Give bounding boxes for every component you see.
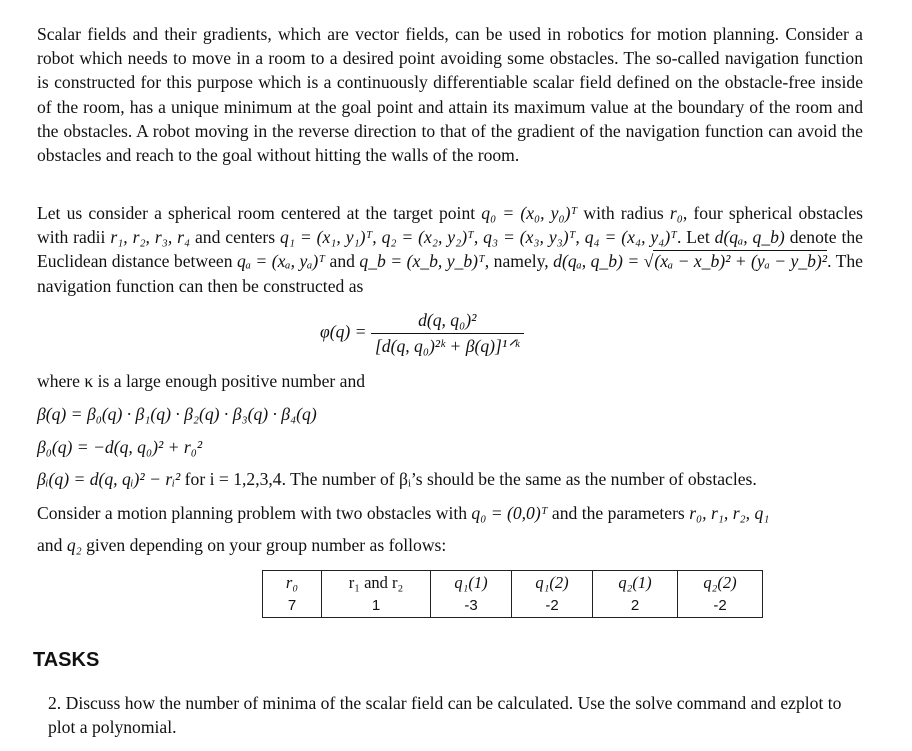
equation-fraction bbox=[371, 310, 524, 357]
table-row bbox=[263, 594, 763, 618]
table-cell: 1 bbox=[322, 594, 431, 618]
table-cell: -2 bbox=[678, 594, 763, 618]
header-q1-2: q₁(2) bbox=[535, 572, 569, 592]
setup-text-4: and centers bbox=[190, 227, 281, 248]
betai-text: for i = 1,2,3,4. The number of βᵢ’s should be the same as the number of obstacles. bbox=[180, 469, 757, 489]
table-header-cell bbox=[322, 571, 431, 595]
table-cell: -3 bbox=[431, 594, 512, 618]
setup-text-5: . Let bbox=[676, 227, 715, 248]
equation-denominator: [d(q, q₀)²ᵏ + β(q)]¹ᐟᵏ bbox=[374, 336, 520, 356]
tasks-heading: TASKS bbox=[33, 649, 100, 671]
table-header-row bbox=[263, 571, 763, 595]
task-number: 2. bbox=[48, 693, 62, 713]
equation-lhs: φ(q) = bbox=[320, 321, 367, 342]
math-distance: d(qₐ, q_b) bbox=[714, 227, 785, 248]
betai-def: βᵢ(q) = d(q, qᵢ)² − rᵢ² bbox=[37, 469, 181, 489]
where-line: where κ is a large enough positive number and bbox=[37, 371, 366, 391]
group-line bbox=[37, 535, 446, 556]
table-header-cell bbox=[678, 571, 763, 595]
math-q2: q₂ bbox=[66, 535, 82, 555]
table-cell: 2 bbox=[593, 594, 678, 618]
task-item bbox=[48, 691, 863, 739]
math-r0: r₀ bbox=[669, 203, 683, 223]
math-centers: q₁ = (x₁, y₁)ᵀ, q₂ = (x₂, y₂)ᵀ, q₃ = (x₃, y₃)ᵀ, q₄ = (x₄, y₄)ᵀ bbox=[280, 227, 677, 248]
betai-line bbox=[37, 469, 757, 490]
table-cell: -2 bbox=[512, 594, 593, 618]
math-sqrt-radicand: (xₐ − x_b)² + (yₐ − y_b)² bbox=[654, 251, 828, 272]
equation-numerator: d(q, q₀)² bbox=[371, 310, 524, 334]
group-text-1: and bbox=[37, 535, 67, 555]
math-q0-value: q₀ = (0,0)ᵀ bbox=[471, 503, 548, 523]
table-header-cell bbox=[512, 571, 593, 595]
navigation-function-equation bbox=[320, 310, 524, 357]
setup-text-2: with radius bbox=[577, 203, 670, 223]
header-q2-1: q₂(1) bbox=[618, 572, 652, 592]
setup-text-9: . The navigation function can then be constructed as bbox=[37, 251, 863, 296]
beta-product-line bbox=[37, 404, 317, 425]
beta0-line bbox=[37, 437, 202, 458]
setup-text-1: Let us consider a spherical room centered at the target point bbox=[37, 203, 482, 223]
table-header-cell bbox=[593, 571, 678, 595]
table-header-cell bbox=[431, 571, 512, 595]
setup-text-6: denote the Euclidean distance between bbox=[37, 227, 863, 272]
table-header-cell bbox=[263, 571, 322, 595]
math-qb: q_b = (x_b, y_b)ᵀ bbox=[359, 251, 485, 272]
table-cell: 7 bbox=[263, 594, 322, 618]
sqrt-expression: √(xₐ − x_b)² + (yₐ − y_b)² bbox=[643, 251, 828, 272]
problem-line bbox=[37, 503, 769, 524]
group-text-2: given depending on your group number as follows: bbox=[81, 535, 447, 555]
intro-paragraph: Scalar fields and their gradients, which are vector fields, can be used in robotics for motion planning. Consider a robot which needs to move in a room to a desired point avoiding some obstacles. The so-called navigation function is constructed for this purpose which is a continuously differentiable scalar field defined on the obstacle-free inside of the room, has a unique minimum at the goal point and attain its maximum value at the boundary of the room and the obstacles. A robot moving in the reverse direction to that of the gradient of the navigation function can avoid the obstacles and reach to the goal without hitting the walls of the room. bbox=[37, 24, 863, 166]
beta0-def: β₀(q) = −d(q, q₀)² + r₀² bbox=[37, 437, 203, 457]
setup-text-3: , four spherical obstacles with radii bbox=[37, 203, 863, 248]
setup-text-7: and bbox=[325, 251, 360, 272]
math-distance-eq: d(qₐ, q_b) = bbox=[553, 251, 640, 272]
header-q1-1: q₁(1) bbox=[454, 572, 488, 592]
parameters-table bbox=[262, 570, 763, 618]
setup-text-8: , namely, bbox=[484, 251, 554, 272]
math-radii: r₁, r₂, r₃, r₄ bbox=[110, 227, 191, 248]
setup-paragraph bbox=[37, 201, 863, 298]
math-params: r₀, r₁, r₂, q₁ bbox=[689, 503, 770, 523]
beta-product: β(q) = β₀(q) · β₁(q) · β₂(q) · β₃(q) · β₄(q) bbox=[37, 404, 317, 424]
math-qa: qₐ = (xₐ, yₐ)ᵀ bbox=[237, 251, 326, 272]
task-text: Discuss how the number of minima of the scalar field can be calculated. Use the solve command and ezplot to plot a polynomial. bbox=[48, 693, 842, 738]
problem-text-1: Consider a motion planning problem with two obstacles with bbox=[37, 503, 472, 523]
problem-text-2: and the parameters bbox=[547, 503, 690, 523]
header-q2-2: q₂(2) bbox=[703, 572, 737, 592]
header-r0: r₀ bbox=[285, 572, 299, 592]
header-r1-r2: r₁ and r₂ bbox=[348, 572, 404, 592]
math-q0-def: q₀ = (x₀, y₀)ᵀ bbox=[481, 203, 578, 223]
